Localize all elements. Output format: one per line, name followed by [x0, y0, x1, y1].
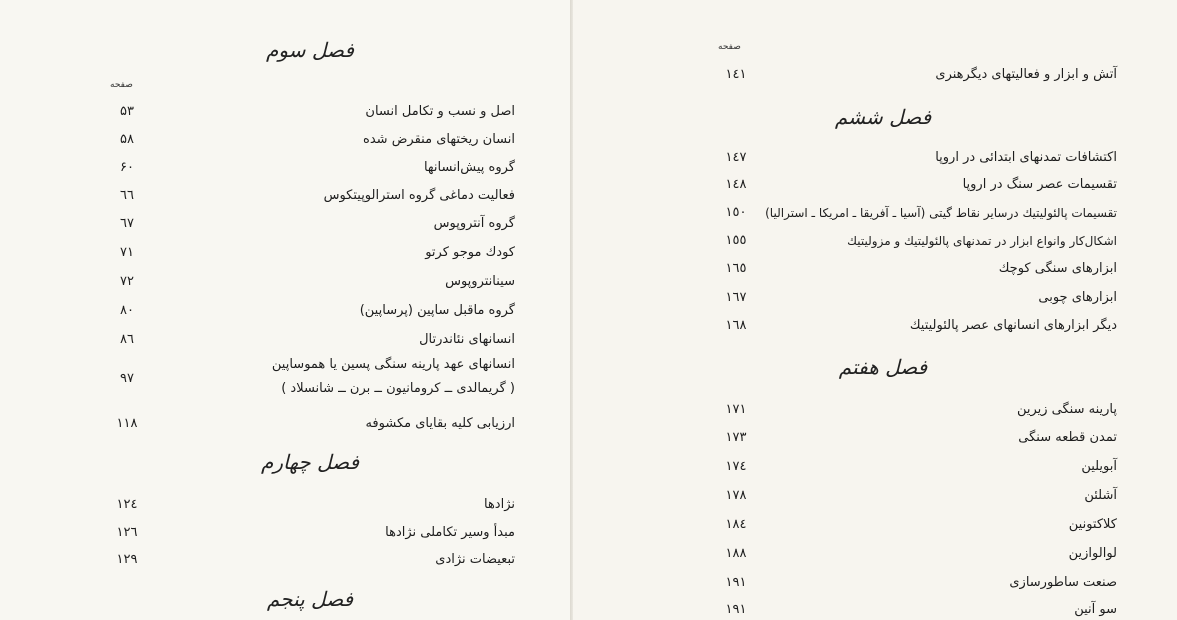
toc-entry-multiline[interactable] [0, 356, 570, 406]
toc-entry-page: ٦٧ [120, 216, 134, 231]
toc-entry-page: ١٩١ [725, 602, 747, 617]
toc-entry-page: ١٧٨ [725, 488, 747, 503]
toc-entry-title: آبویلین [1081, 459, 1117, 474]
toc-entry[interactable] [573, 600, 1177, 620]
toc-entry-page: ۵۸ [120, 132, 134, 147]
toc-entry-title: مبدأ وسیر تکاملی نژادها [385, 525, 515, 540]
toc-entry[interactable] [0, 272, 570, 292]
toc-entry-page: ٧٢ [120, 274, 134, 289]
toc-entry-title: تقسیمات پالئولیتیك درسایر نقاط گیتی (آسیا ـ آفریقا ـ امریکا ـ استرالیا) [765, 206, 1117, 220]
toc-entry-title: تبعیضات نژادی [435, 552, 515, 567]
toc-entry-page: ١٦٨ [725, 318, 747, 333]
toc-entry[interactable] [573, 573, 1177, 593]
toc-entry-title: سینانتروپوس [445, 274, 515, 289]
toc-entry-page: ١٥٥ [725, 233, 747, 248]
toc-entry[interactable] [573, 457, 1177, 477]
toc-entry-title: تمدن قطعه سنگی [1018, 430, 1117, 445]
left-page [0, 0, 570, 620]
toc-entry-page: ٨٠ [120, 303, 134, 318]
chapter-heading-4: فصل چهارم [260, 450, 360, 474]
toc-entry-title-line-2: ( گریمالدی ــ کرومانیون ــ برن ــ شانسلاد ) [281, 381, 515, 396]
toc-entry-page: ١٦٧ [725, 290, 747, 305]
chapter-heading-7: فصل هفتم [838, 355, 928, 379]
chapter-heading-6: فصل ششم [834, 105, 932, 129]
toc-entry-page: ١٢٦ [116, 525, 138, 540]
toc-entry-title: انسان ریختهای منقرض شده [363, 132, 515, 147]
toc-entry-title: اشکال‌کار وانواع ابزار در تمدنهای پالئولیتیك و مزولیتیك [847, 234, 1117, 248]
toc-entry[interactable] [573, 288, 1177, 308]
toc-entry-title: اکتشافات تمدنهای ابتدائی در اروپا [935, 150, 1117, 165]
toc-entry-page: ١٢٩ [116, 552, 138, 567]
toc-entry[interactable] [0, 495, 570, 515]
toc-entry[interactable] [0, 414, 570, 434]
toc-entry-title: ابزارهای چوبی [1038, 290, 1117, 305]
toc-entry[interactable] [0, 130, 570, 150]
page-column-label: صفحه [718, 42, 741, 52]
toc-entry[interactable] [573, 65, 1177, 85]
toc-entry-page: ١٩١ [725, 575, 747, 590]
toc-entry-page: ١٧١ [725, 402, 747, 417]
toc-entry-title: کلاکتونین [1068, 517, 1117, 532]
toc-entry-page: ١٦٥ [725, 261, 747, 276]
toc-entry-page: ۶۰ [120, 160, 134, 175]
toc-entry-title: لوالوازین [1068, 546, 1117, 561]
toc-entry-title: انسانهای نئاندرتال [419, 332, 515, 347]
toc-entry-title: تقسیمات عصر سنگ در اروپا [962, 177, 1117, 192]
toc-entry-title: نژادها [483, 497, 515, 512]
toc-entry-page: ١٢٤ [116, 497, 138, 512]
toc-entry-title: آشلئن [1084, 488, 1117, 503]
toc-entry-title: گروه ماقبل ساپین (پرساپین) [359, 303, 515, 318]
toc-entry[interactable] [0, 158, 570, 178]
toc-entry[interactable] [573, 486, 1177, 506]
toc-entry-page: ١٧٤ [725, 459, 747, 474]
toc-entry-title: گروه پیش‌انسانها [423, 160, 515, 175]
toc-entry-title: کودك موجو کرتو [425, 245, 515, 260]
toc-entry[interactable] [0, 330, 570, 350]
toc-entry[interactable] [0, 102, 570, 122]
toc-entry[interactable] [573, 400, 1177, 420]
toc-entry[interactable] [0, 214, 570, 234]
toc-entry-title-line-1: انسانهای عهد پارینه سنگی پسین یا هموساپین [271, 357, 515, 372]
toc-entry[interactable] [0, 523, 570, 543]
toc-entry[interactable] [573, 231, 1177, 251]
toc-entry[interactable] [573, 515, 1177, 535]
toc-entry-page: ١٨٤ [725, 517, 747, 532]
toc-entry[interactable] [573, 259, 1177, 279]
toc-entry-page: ٩٧ [120, 371, 134, 386]
toc-entry-page: ١٧٣ [725, 430, 747, 445]
toc-entry-page: ١٨٨ [725, 546, 747, 561]
toc-entry[interactable] [0, 186, 570, 206]
toc-entry-title: پارینه سنگی زیرین [1016, 402, 1117, 417]
toc-entry-title: صنعت ساطورسازی [1009, 575, 1117, 590]
toc-entry-page: ١١٨ [116, 416, 138, 431]
chapter-heading-5: فصل پنجم [266, 587, 354, 611]
toc-entry-page: ١٤٨ [725, 177, 747, 192]
toc-entry-title: ابزارهای سنگی کوچك [998, 261, 1117, 276]
toc-entry-title: آتش و ابزار و فعالیتهای دیگرهنری [935, 67, 1117, 82]
toc-entry[interactable] [573, 148, 1177, 168]
toc-entry[interactable] [0, 550, 570, 570]
toc-entry-title: اصل و نسب و تکامل انسان [365, 104, 515, 119]
toc-entry-page: ١٤١ [725, 67, 747, 82]
right-page [573, 0, 1177, 620]
toc-entry-title: ارزیابی کلیه بقایای مکشوفه [365, 416, 515, 431]
page-column-label: صفحه [110, 80, 133, 90]
toc-entry[interactable] [573, 316, 1177, 336]
toc-entry-page: ٨٦ [120, 332, 134, 347]
toc-entry[interactable] [0, 301, 570, 321]
toc-entry-title: فعالیت دماغی گروه استرالوپیتکوس [323, 188, 515, 203]
toc-entry[interactable] [573, 175, 1177, 195]
toc-entry-page: ١٤٧ [725, 150, 747, 165]
toc-entry[interactable] [0, 243, 570, 263]
toc-entry-page: ٧١ [120, 245, 134, 260]
toc-entry-title: سو آنین [1074, 602, 1117, 617]
toc-entry-title: دیگر ابزارهای انسانهای عصر پالئولیتیك [909, 318, 1117, 333]
toc-entry-page: ١٥٠ [725, 205, 747, 220]
toc-entry[interactable] [573, 544, 1177, 564]
toc-entry[interactable] [573, 428, 1177, 448]
toc-entry-page: ٦٦ [120, 188, 134, 203]
toc-entry-title: گروه آنتروپوس [433, 216, 515, 231]
toc-entry-page: ۵۳ [120, 104, 134, 119]
chapter-heading-3: فصل سوم [266, 38, 354, 62]
toc-entry[interactable] [573, 203, 1177, 223]
